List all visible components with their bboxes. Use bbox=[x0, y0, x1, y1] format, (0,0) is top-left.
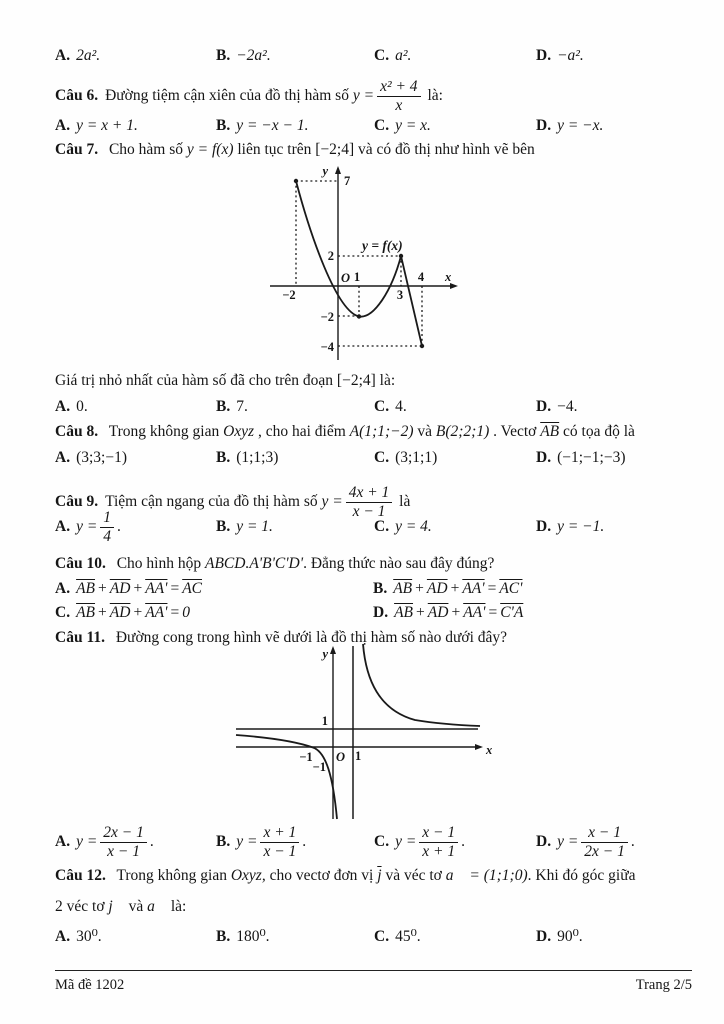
unit-vector-j: $\overline{j}$ bbox=[377, 867, 382, 884]
fraction bbox=[377, 78, 421, 115]
question-text: Cho hàm số bbox=[108, 141, 184, 158]
option-value: y = −x. bbox=[557, 117, 604, 134]
q5-option-b bbox=[216, 46, 374, 65]
question-number: Câu 6. bbox=[55, 87, 99, 105]
question-text: Cho hình hộp bbox=[116, 555, 202, 572]
exam-code: Mã đề 1202 bbox=[55, 977, 125, 993]
origin-label: O bbox=[336, 750, 346, 764]
plus-sign: + bbox=[450, 580, 460, 597]
vector-term: $\overline{AD}$ bbox=[109, 604, 131, 621]
zero-vector: 0⃗ bbox=[182, 604, 203, 621]
q12-option-d bbox=[536, 927, 695, 946]
question-text: Đường tiệm cận xiên của đồ thị hàm số bbox=[105, 87, 349, 105]
footer-divider bbox=[55, 970, 692, 971]
x-axis-arrow bbox=[475, 744, 483, 750]
option-label: D. bbox=[536, 928, 552, 945]
vector-term: AC' bbox=[499, 580, 523, 597]
q10-option-b bbox=[373, 579, 695, 598]
option-value: y = bbox=[236, 832, 258, 850]
option-label: D. bbox=[536, 832, 552, 850]
question-number: Câu 11. bbox=[55, 629, 105, 646]
vector-term: AA' bbox=[145, 580, 168, 597]
option-value: 4. bbox=[395, 398, 407, 415]
q7-options-row bbox=[55, 397, 695, 416]
vector-term: AA' bbox=[463, 604, 486, 621]
fraction-numerator: x + 1 bbox=[260, 824, 299, 843]
question-text: , cho hai điểm bbox=[257, 423, 346, 440]
vector-term: C'A bbox=[500, 604, 524, 621]
q5-option-a bbox=[55, 46, 216, 65]
option-label: C. bbox=[374, 518, 390, 536]
option-label: C. bbox=[374, 117, 390, 134]
q9-option-c bbox=[374, 517, 536, 536]
option-label: D. bbox=[536, 518, 552, 536]
vector-a: a⃗ bbox=[147, 898, 167, 915]
q10-option-c bbox=[55, 603, 373, 622]
question-text: và bbox=[128, 898, 144, 915]
x-tick-3: 3 bbox=[396, 288, 404, 302]
option-value: . bbox=[461, 832, 466, 850]
vector-term: $\overline{AC}$ bbox=[182, 580, 203, 597]
y-axis-label: y bbox=[322, 647, 328, 661]
vector-term: $\overline{AD}$ bbox=[426, 580, 448, 597]
option-value: 2a². bbox=[76, 47, 101, 64]
q8-option-b bbox=[216, 448, 374, 467]
q6-options-row bbox=[55, 116, 695, 135]
question-text: Trong không gian bbox=[108, 423, 220, 440]
math-expression: y = bbox=[352, 87, 375, 105]
q8-options-row bbox=[55, 448, 695, 467]
option-label: D. bbox=[536, 47, 552, 64]
q8-option-c bbox=[374, 448, 536, 467]
option-value: (−1;−1;−3) bbox=[557, 449, 626, 466]
vector-term: $\overline{AB}$ bbox=[76, 580, 96, 597]
fraction-denominator: x − 1 bbox=[107, 842, 141, 860]
option-label: D. bbox=[536, 117, 552, 134]
q12-option-b bbox=[216, 927, 374, 946]
option-value: y = −1. bbox=[557, 518, 605, 536]
x-tick-1: 1 bbox=[353, 270, 361, 284]
option-label: A. bbox=[55, 398, 71, 415]
option-label: A. bbox=[55, 449, 71, 466]
option-label: C. bbox=[374, 928, 390, 945]
option-label: D. bbox=[536, 398, 552, 415]
q7-option-c bbox=[374, 397, 536, 416]
q11-option-c bbox=[374, 824, 536, 861]
question-text: cho vectơ đơn vị bbox=[269, 867, 374, 884]
option-label: C. bbox=[374, 398, 390, 415]
fraction-denominator: 2x − 1 bbox=[584, 842, 625, 860]
plus-sign: + bbox=[416, 604, 425, 621]
q6-option-c bbox=[374, 116, 536, 135]
question-text: và bbox=[417, 423, 432, 440]
y-axis-arrow bbox=[335, 166, 341, 174]
option-value: y = −x − 1. bbox=[236, 117, 309, 134]
q9-options-row bbox=[55, 504, 695, 550]
fraction-denominator: 4 bbox=[103, 527, 112, 545]
q9-option-b bbox=[216, 517, 374, 536]
option-label: B. bbox=[216, 117, 231, 134]
option-label: A. bbox=[55, 117, 71, 134]
q10-options-row1 bbox=[55, 579, 695, 598]
equals-sign: = bbox=[170, 580, 180, 597]
question-number: Câu 9. bbox=[55, 493, 99, 511]
question-number: Câu 10. bbox=[55, 555, 106, 572]
q10-option-d bbox=[373, 603, 695, 622]
option-label: C. bbox=[374, 832, 390, 850]
q12-stem-line1 bbox=[55, 866, 695, 885]
fraction bbox=[100, 509, 114, 546]
option-value: y = bbox=[395, 832, 417, 850]
vector-term: $\overline{AD}$ bbox=[109, 580, 131, 597]
option-label: A. bbox=[55, 832, 71, 850]
equals-sign: = bbox=[170, 604, 180, 621]
q10-stem bbox=[55, 554, 695, 573]
q12-stem-line2 bbox=[55, 897, 695, 916]
fraction-numerator: 4x + 1 bbox=[346, 484, 393, 503]
plus-sign: + bbox=[133, 580, 143, 597]
y-tick-neg2: −2 bbox=[320, 310, 334, 324]
option-value: y = bbox=[557, 832, 579, 850]
option-label: B. bbox=[216, 449, 231, 466]
q7-stem bbox=[55, 140, 695, 159]
q8-stem bbox=[55, 422, 695, 441]
option-value: y = x. bbox=[395, 117, 431, 134]
option-value: y = 1. bbox=[236, 518, 273, 536]
option-value: (3;1;1) bbox=[395, 449, 438, 466]
question-text: liên tục trên [−2;4] và có đồ thị như hình vẽ bên bbox=[237, 141, 535, 158]
fraction-numerator: x − 1 bbox=[419, 824, 458, 843]
fraction bbox=[260, 824, 299, 861]
option-label: A. bbox=[55, 47, 71, 64]
option-value: −2a². bbox=[236, 47, 271, 64]
q11-option-a bbox=[55, 824, 216, 861]
page-footer bbox=[55, 976, 692, 994]
fraction-numerator: x − 1 bbox=[581, 824, 628, 843]
x-tick-1: 1 bbox=[355, 749, 362, 763]
question-text: là: bbox=[170, 898, 187, 915]
q12-option-c bbox=[374, 927, 536, 946]
question-text: . Đẳng thức nào sau đây đúng? bbox=[303, 555, 495, 572]
q7-option-d bbox=[536, 397, 695, 416]
math-expression: y = bbox=[321, 493, 343, 511]
option-value: . bbox=[302, 832, 307, 850]
fraction-numerator: 2x − 1 bbox=[100, 824, 147, 843]
fraction bbox=[100, 824, 147, 861]
plus-sign: + bbox=[98, 604, 107, 621]
option-label: A. bbox=[55, 580, 71, 597]
curve-label: y = f(x) bbox=[362, 238, 403, 253]
plus-sign: + bbox=[133, 604, 143, 621]
option-label: D. bbox=[536, 449, 552, 466]
y-axis-label: y bbox=[322, 164, 328, 178]
q8-option-a bbox=[55, 448, 216, 467]
question-text: Giá trị nhỏ nhất của hàm số đã cho trên đoạn [−2;4] là: bbox=[55, 372, 396, 389]
q9-option-d bbox=[536, 517, 695, 536]
fraction-denominator: x + 1 bbox=[422, 842, 456, 860]
question-text: và véc tơ bbox=[385, 867, 442, 884]
equals-sign: = bbox=[488, 604, 498, 621]
vector-term: $\overline{AD}$ bbox=[427, 604, 449, 621]
q11-hyperbola-graph bbox=[222, 642, 502, 822]
option-label: B. bbox=[216, 832, 231, 850]
y-axis-arrow bbox=[330, 646, 336, 654]
option-value: (3;3;−1) bbox=[76, 449, 128, 466]
y-tick-neg4: −4 bbox=[320, 340, 334, 354]
vector-ab: $\overline{AB}$ bbox=[540, 423, 560, 440]
math-expression: y = f(x) bbox=[186, 141, 234, 158]
question-text: Trong không gian bbox=[116, 867, 227, 884]
option-label: B. bbox=[216, 928, 231, 945]
option-value: . bbox=[117, 517, 121, 535]
vector-j: j⃗ bbox=[108, 898, 125, 915]
vector-a-definition: a⃗ = (1;1;0) bbox=[445, 867, 528, 884]
option-value: 90⁰. bbox=[557, 928, 583, 945]
math-expression: ABCD.A'B'C'D' bbox=[204, 555, 304, 572]
option-value: y = bbox=[76, 832, 98, 850]
vector-term: $\overline{AB}$ bbox=[394, 604, 414, 621]
q6-option-b bbox=[216, 116, 374, 135]
q12-options-row bbox=[55, 927, 695, 946]
q7-option-a bbox=[55, 397, 216, 416]
option-label: B. bbox=[216, 398, 231, 415]
origin-label: O bbox=[341, 271, 351, 285]
math-expression: Oxyz, bbox=[230, 867, 266, 884]
vector-term: $\overline{AB}$ bbox=[393, 580, 413, 597]
question-text: . Khi đó góc giữa bbox=[527, 867, 636, 884]
vector-term: $\overline{AB}$ bbox=[76, 604, 96, 621]
q7-function-graph bbox=[240, 162, 460, 364]
option-label: D. bbox=[373, 604, 389, 621]
vector-term: AA' bbox=[145, 604, 168, 621]
q7-subquestion bbox=[55, 371, 695, 390]
option-value: (1;1;3) bbox=[236, 449, 279, 466]
option-label: A. bbox=[55, 928, 71, 945]
upper-branch bbox=[363, 644, 480, 726]
q10-options-row2 bbox=[55, 603, 695, 622]
q12-option-a bbox=[55, 927, 216, 946]
fraction-denominator: x − 1 bbox=[352, 502, 386, 520]
y-tick-7: 7 bbox=[344, 174, 351, 188]
point-a: A(1;1;−2) bbox=[349, 423, 414, 440]
function-curve bbox=[296, 181, 422, 346]
q5-options-row bbox=[55, 46, 695, 65]
question-text: 2 véc tơ bbox=[55, 898, 105, 915]
plus-sign: + bbox=[451, 604, 461, 621]
option-value: 0. bbox=[76, 398, 88, 415]
option-value: . bbox=[149, 832, 154, 850]
fraction bbox=[419, 824, 458, 861]
option-label: A. bbox=[55, 517, 71, 535]
fraction-numerator: x² + 4 bbox=[377, 78, 421, 97]
option-value: y = x + 1. bbox=[76, 117, 138, 134]
option-value: −a². bbox=[557, 47, 584, 64]
page-number: Trang 2/5 bbox=[635, 977, 692, 993]
question-text: có tọa độ là bbox=[563, 423, 635, 440]
question-number: Câu 12. bbox=[55, 867, 106, 884]
plus-sign: + bbox=[98, 580, 107, 597]
x-axis-label: x bbox=[486, 743, 493, 757]
x-tick-neg2: −2 bbox=[282, 288, 296, 302]
q7-option-b bbox=[216, 397, 374, 416]
question-text: Đường cong trong hình vẽ dưới là đồ thị hàm số nào dưới đây? bbox=[115, 629, 508, 646]
math-expression: Oxyz bbox=[223, 423, 255, 440]
vector-term: AA' bbox=[462, 580, 485, 597]
option-value: . bbox=[630, 832, 635, 850]
y-tick-1: 1 bbox=[321, 714, 328, 728]
q9-option-a bbox=[55, 509, 216, 546]
q6-option-a bbox=[55, 116, 216, 135]
y-tick-2: 2 bbox=[327, 249, 334, 263]
q6-stem bbox=[55, 72, 695, 120]
option-value: y = 4. bbox=[395, 518, 432, 536]
option-value: 180⁰. bbox=[236, 928, 270, 945]
option-value: a². bbox=[395, 47, 412, 64]
x-axis-label: x bbox=[445, 270, 452, 284]
q10-option-a bbox=[55, 579, 373, 598]
plus-sign: + bbox=[415, 580, 424, 597]
question-text: là bbox=[399, 493, 411, 511]
option-label: C. bbox=[55, 604, 71, 621]
option-label: C. bbox=[374, 449, 390, 466]
option-value: −4. bbox=[557, 398, 578, 415]
q5-option-d bbox=[536, 46, 695, 65]
option-label: C. bbox=[374, 47, 390, 64]
y-tick-neg1: −1 bbox=[312, 760, 326, 774]
x-tick-4: 4 bbox=[417, 270, 425, 284]
q11-option-b bbox=[216, 824, 374, 861]
option-label: B. bbox=[373, 580, 388, 597]
option-label: B. bbox=[216, 518, 231, 536]
q8-option-d bbox=[536, 448, 695, 467]
point-b: B(2;2;1) bbox=[435, 423, 490, 440]
option-value: y = bbox=[76, 517, 98, 535]
x-tick-neg1: −1 bbox=[299, 750, 313, 764]
question-number: Câu 8. bbox=[55, 423, 99, 440]
question-text: là: bbox=[427, 87, 443, 105]
q11-option-d bbox=[536, 824, 695, 861]
fraction-denominator: x bbox=[395, 96, 403, 114]
fraction bbox=[581, 824, 628, 861]
question-number: Câu 7. bbox=[55, 141, 99, 158]
q5-option-c bbox=[374, 46, 536, 65]
fraction-denominator: x − 1 bbox=[263, 842, 297, 860]
question-text: Tiệm cận ngang của đồ thị hàm số bbox=[105, 493, 318, 511]
option-value: 7. bbox=[236, 398, 248, 415]
option-value: 30⁰. bbox=[76, 928, 102, 945]
fraction-numerator: 1 bbox=[100, 509, 114, 528]
equals-sign: = bbox=[487, 580, 497, 597]
option-value: 45⁰. bbox=[395, 928, 421, 945]
q6-option-d bbox=[536, 116, 695, 135]
q11-options-row bbox=[55, 817, 695, 867]
question-text: . Vectơ bbox=[493, 423, 537, 440]
option-label: B. bbox=[216, 47, 231, 64]
